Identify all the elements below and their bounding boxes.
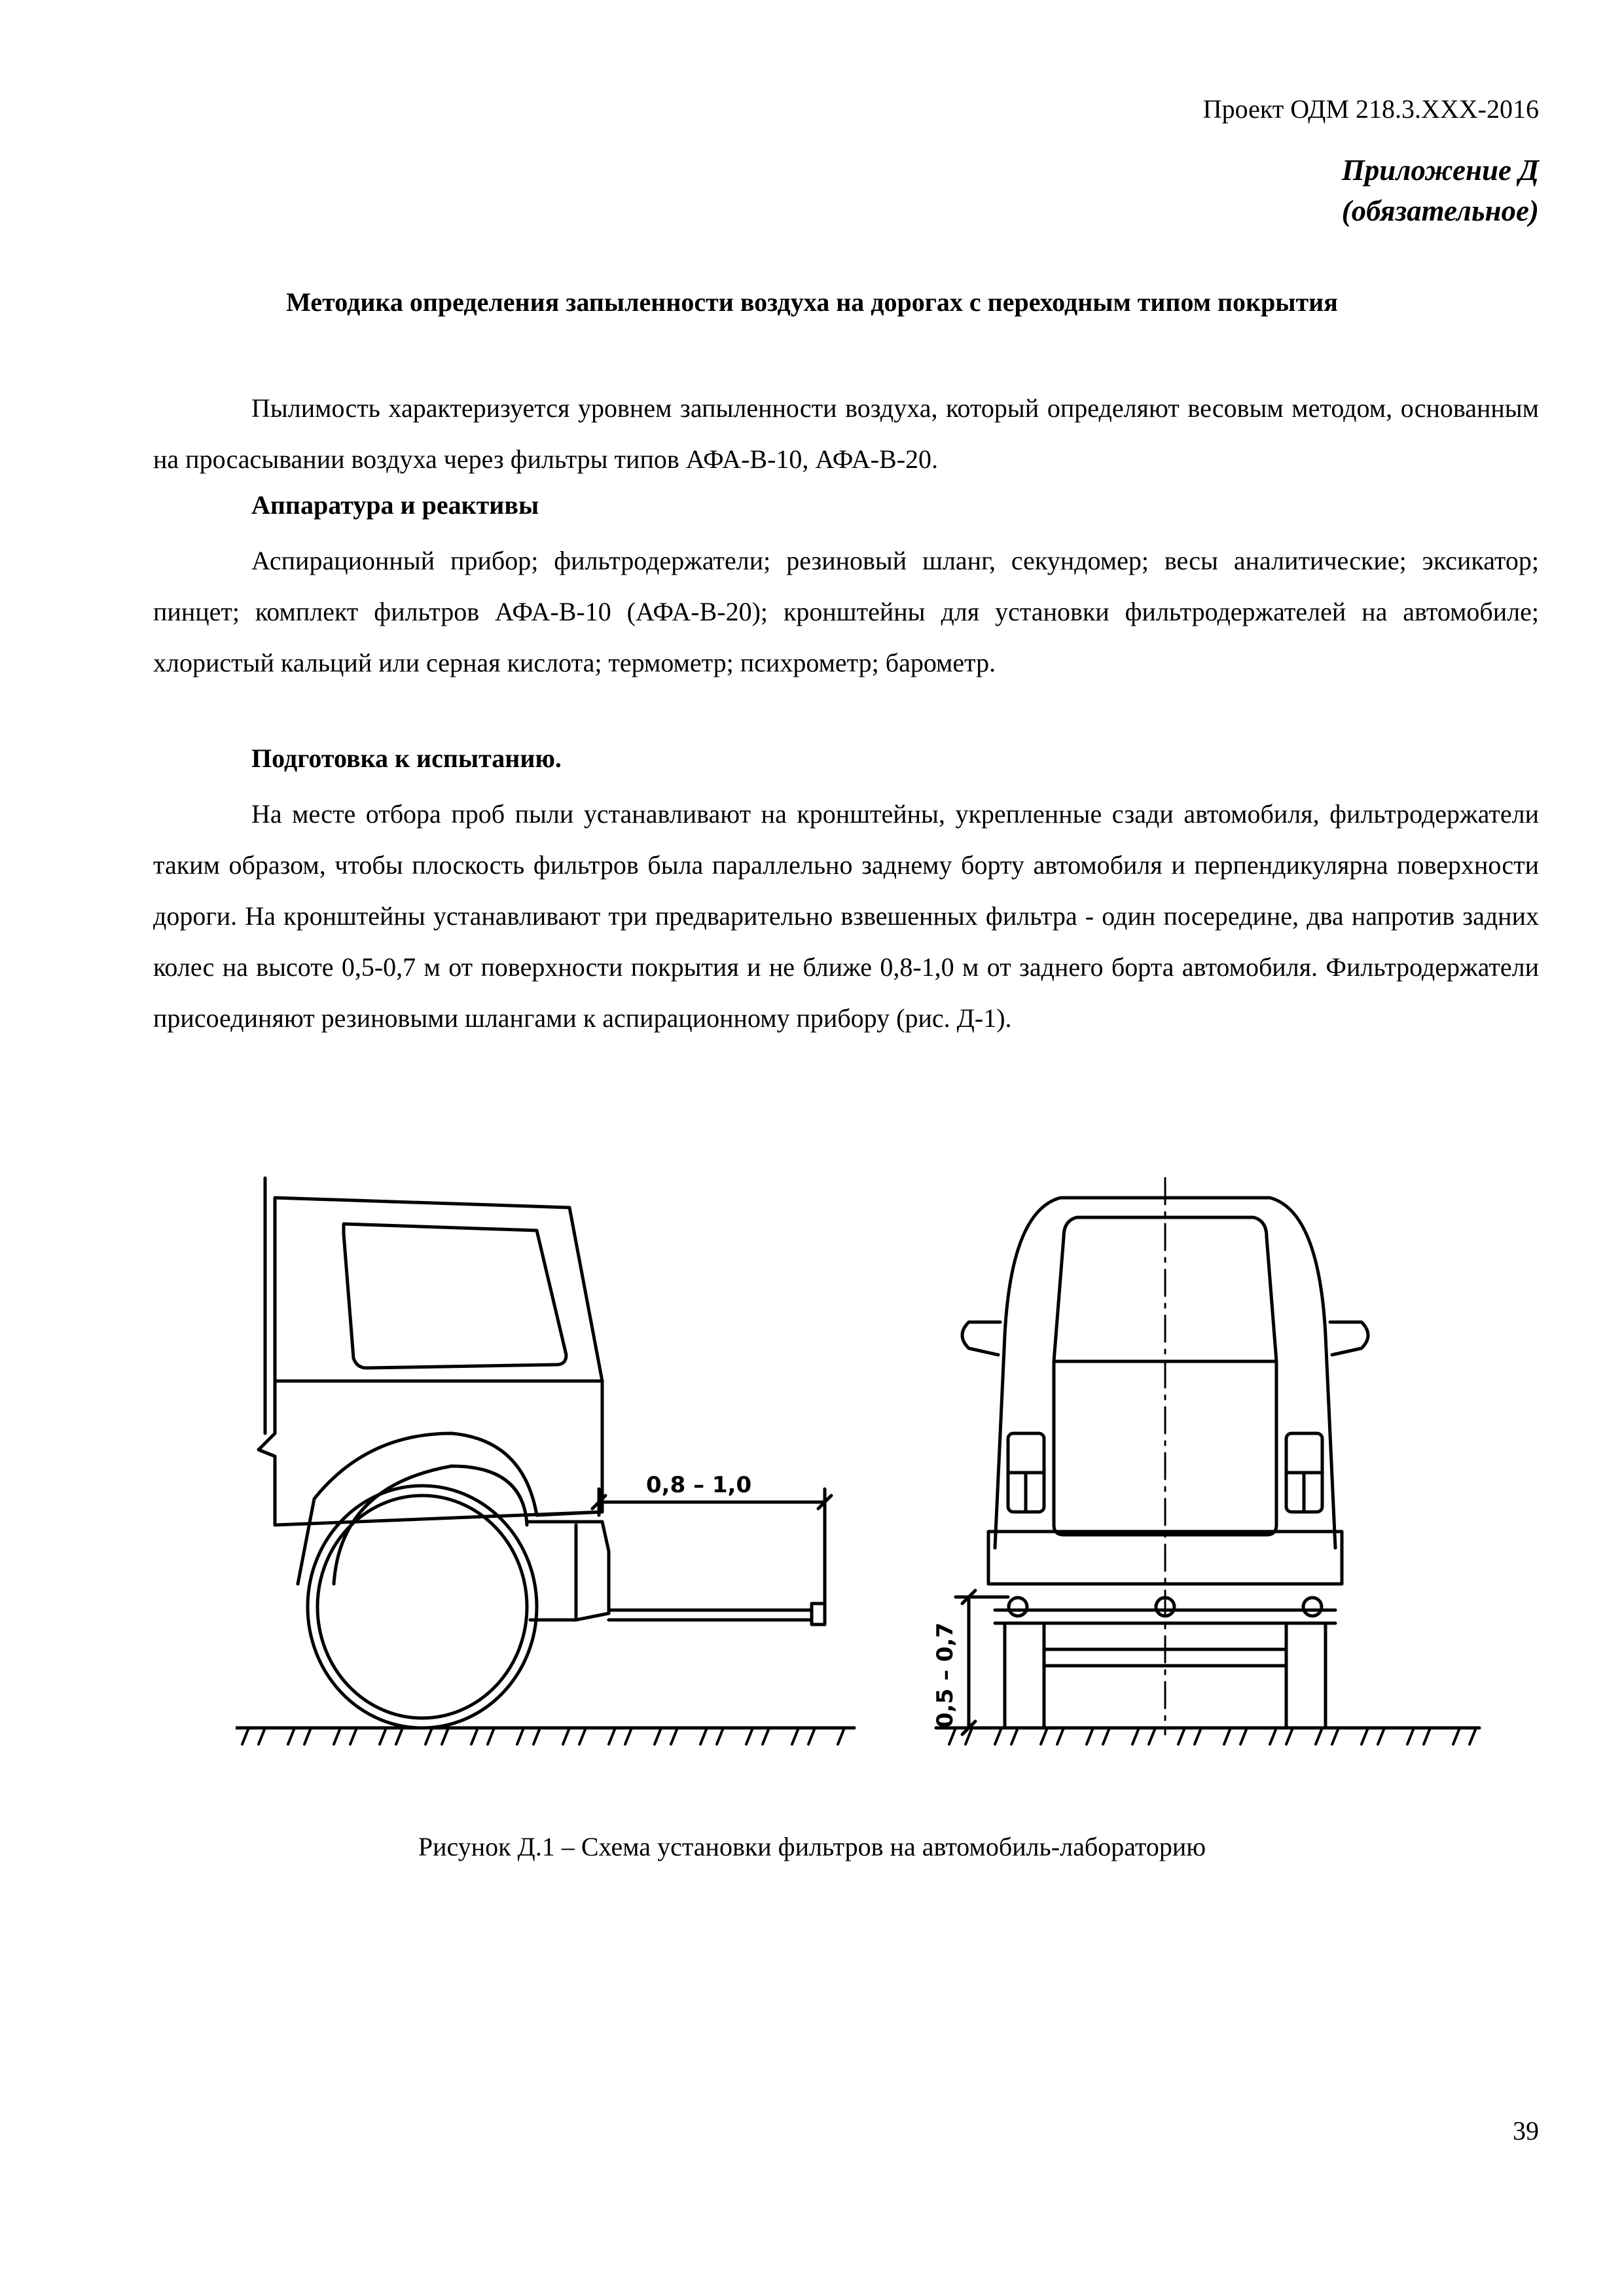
page-number: 39 (1513, 2116, 1539, 2145)
vehicle-rear-view (936, 1178, 1479, 1744)
dimension-height-label: 0,5 – 0,7 (932, 1622, 958, 1728)
appendix-title: Приложение Д (1341, 154, 1539, 187)
section-title: Методика определения запыленности воздуха на дорогах с переходным типом покрытия (286, 287, 1338, 317)
preparation-paragraph: На месте отбора проб пыли устанавливают на кронштейны, укрепленные сзади автомобиля, фильтродержатели таким образом, чтобы плоскость фильтров была параллельно заднему борту автомобиля и перпендикулярна поверхности дороги. На кронштейны устанавливают три предварительно взвешенных фильтра - один посередине, два напротив задних колес на высоте 0,5-0,7 м от поверхности покрытия и не ближе 0,8-1,0 м от заднего борта автомобиля. Фильтродержатели присоединяют резиновыми шлангами к аспирационному прибору (рис. Д-1). (153, 799, 1539, 1033)
equipment-heading: Аппаратура и реактивы (251, 490, 539, 520)
document-code: Проект ОДМ 218.3.XXX-2016 (1202, 94, 1539, 124)
filter-installation-figure (236, 1158, 1506, 1754)
vehicle-side-view (236, 1178, 854, 1744)
intro-paragraph: Пылимость характеризуется уровнем запыленности воздуха, который определяют весовым методом, основанным на просасывании воздуха через фильтры типов АФА-В-10, АФА-В-20. (153, 393, 1539, 474)
appendix-status: (обязательное) (1341, 194, 1539, 227)
dimension-distance-label: 0,8 – 1,0 (646, 1472, 752, 1498)
figure-caption: Рисунок Д.1 – Схема установки фильтров на автомобиль-лабораторию (418, 1832, 1206, 1861)
equipment-paragraph: Аспирационный прибор; фильтродержатели; резиновый шланг, секундомер; весы аналитические; эксикатор; пинцет; комплект фильтров АФА-В-10 (АФА-В-20); кронштейны для установки фильтродержателей на автомобиле; хлористый кальций или серная кислота; термометр; психрометр; барометр. (153, 546, 1539, 677)
preparation-heading: Подготовка к испытанию. (251, 744, 562, 773)
